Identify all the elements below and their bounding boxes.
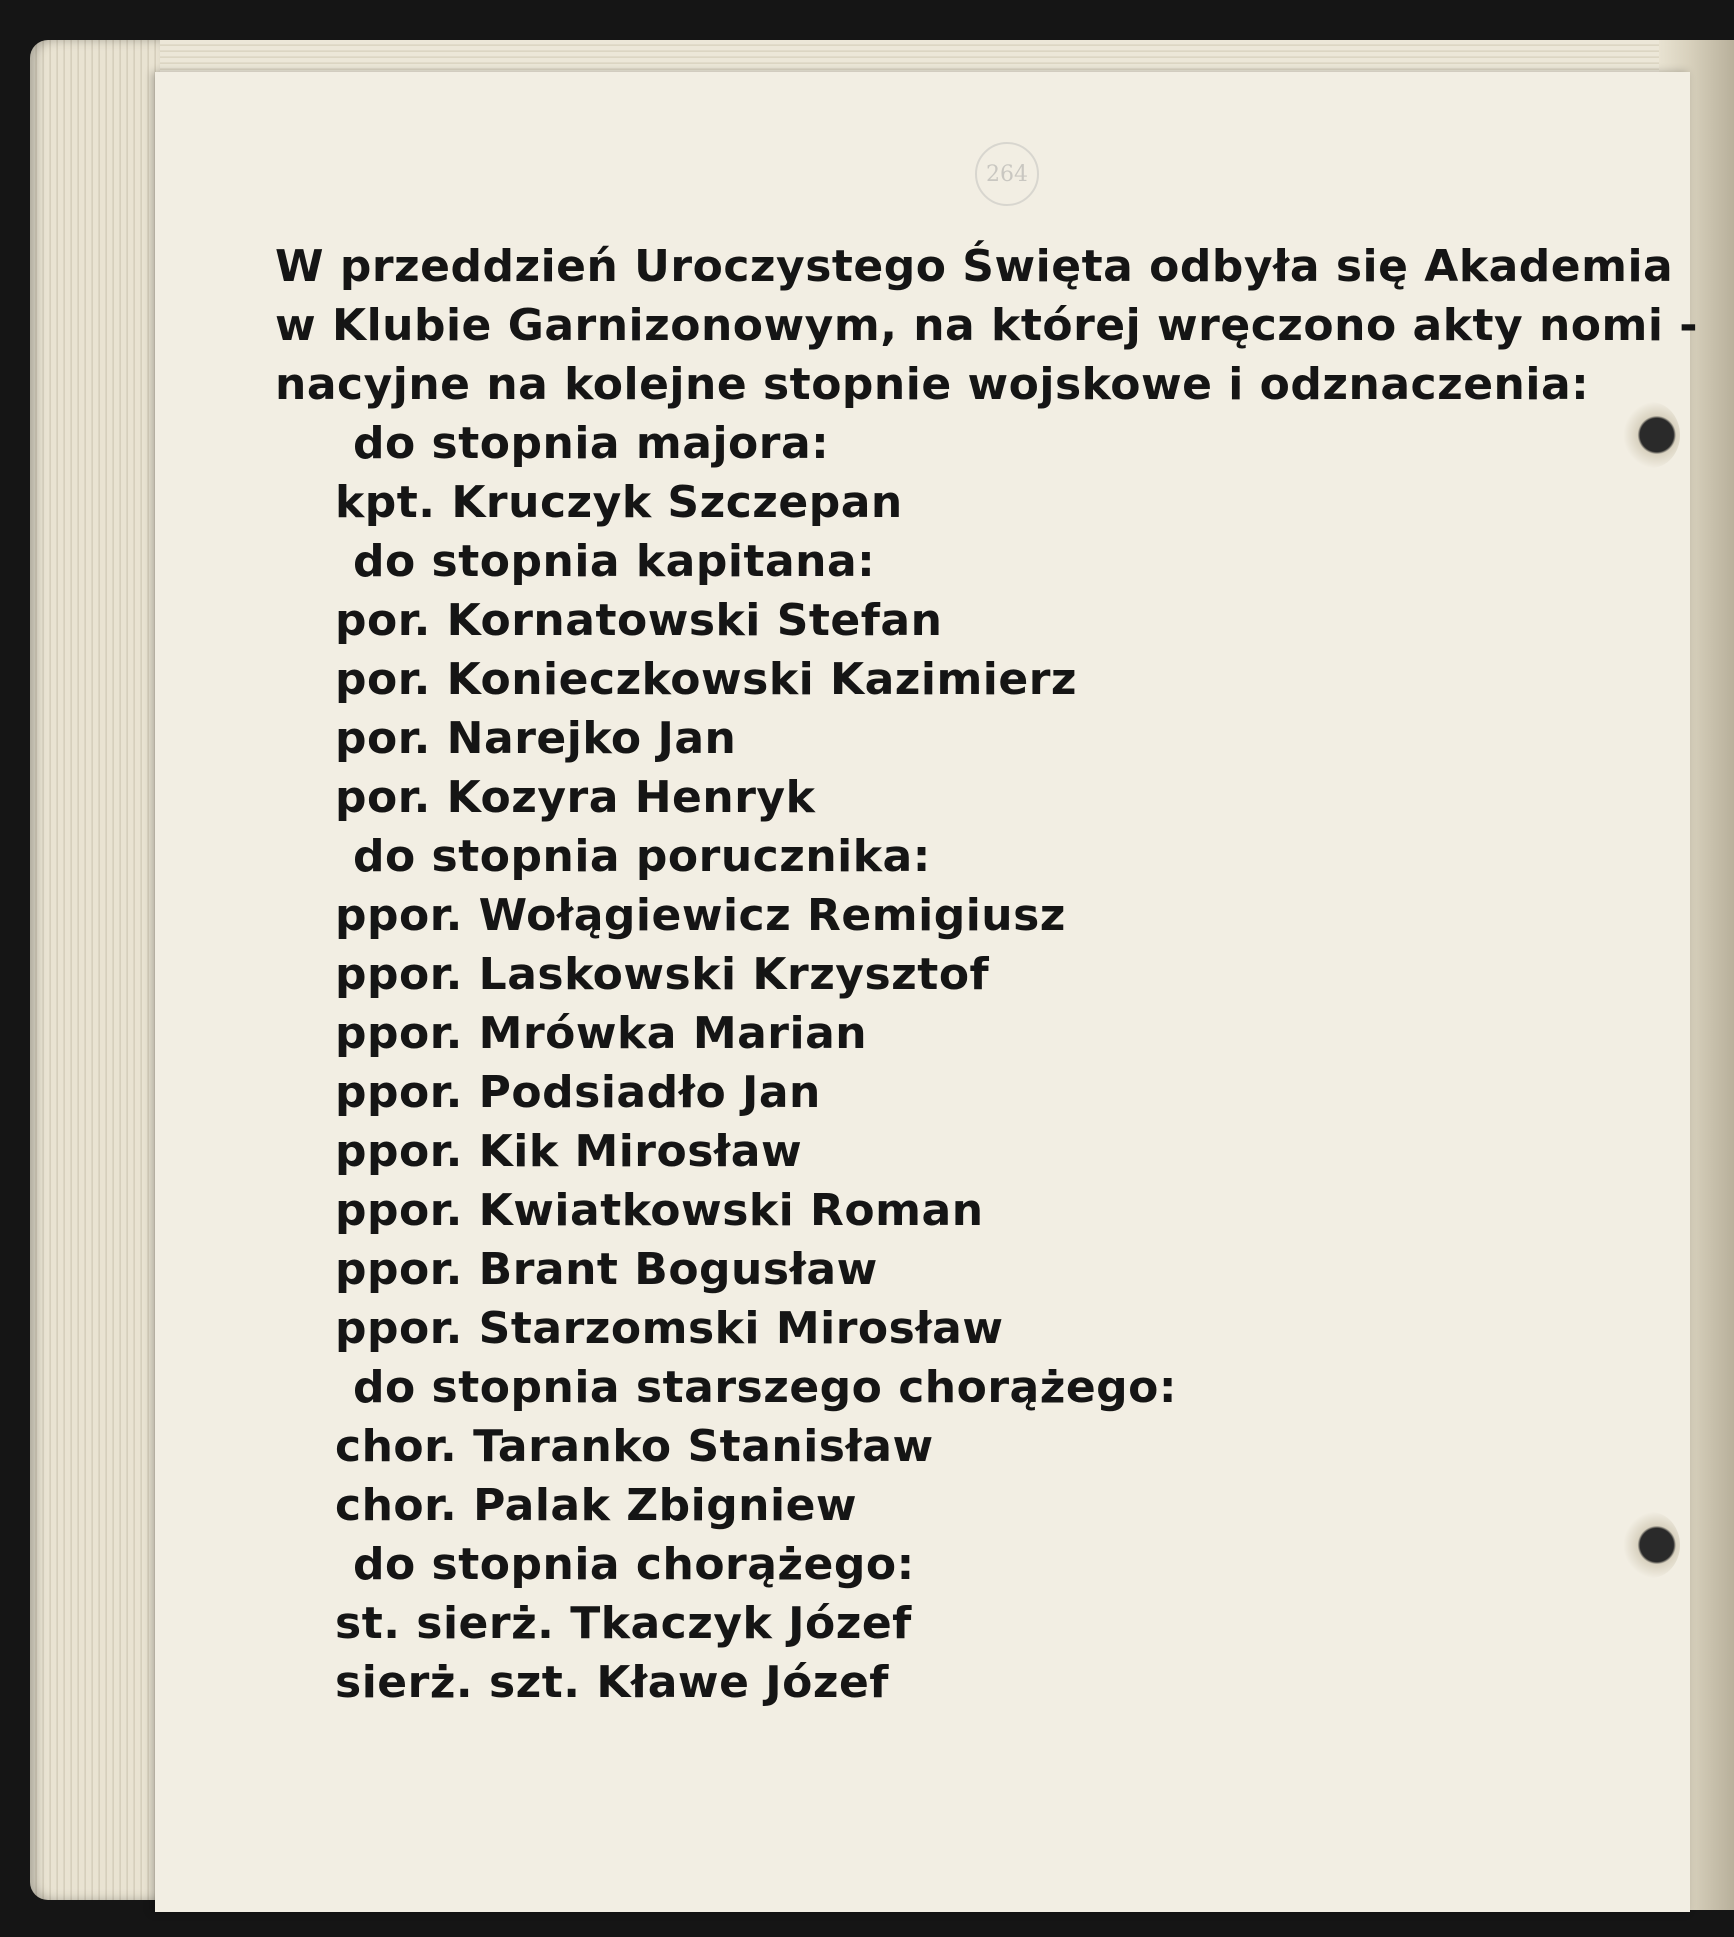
- nominee-name: chor. Taranko Stanisław: [335, 1421, 934, 1472]
- intro-line: W przeddzień Uroczystego Święta odbyła się Akademia: [275, 241, 1674, 292]
- rank-heading-captain: do stopnia kapitana:: [353, 536, 876, 587]
- nominee-name: sierż. szt. Kławe Józef: [335, 1657, 889, 1708]
- nominee-name: ppor. Wołągiewicz Remigiusz: [335, 890, 1066, 941]
- nominee-name: ppor. Kik Mirosław: [335, 1126, 803, 1177]
- nominee-name: ppor. Brant Bogusław: [335, 1244, 878, 1295]
- nominee-name: ppor. Podsiadło Jan: [335, 1067, 821, 1118]
- nominee-name: ppor. Kwiatkowski Roman: [335, 1185, 984, 1236]
- nominee-name: ppor. Starzomski Mirosław: [335, 1303, 1004, 1354]
- page: [155, 72, 1699, 1912]
- page-edges-left: [30, 40, 160, 1900]
- rank-heading-lieutenant: do stopnia porucznika:: [353, 831, 931, 882]
- handwritten-text: [275, 237, 1699, 1712]
- nominee-name: por. Konieczkowski Kazimierz: [335, 654, 1078, 705]
- nominee-name: ppor. Mrówka Marian: [335, 1008, 868, 1059]
- rank-heading-major: do stopnia majora:: [353, 418, 830, 469]
- nominee-name: por. Kornatowski Stefan: [335, 595, 943, 646]
- nominee-name: st. sierż. Tkaczyk Józef: [335, 1598, 912, 1649]
- nominee-name: kpt. Kruczyk Szczepan: [335, 477, 903, 528]
- rank-heading-senior-warrant-officer: do stopnia starszego chorążego:: [353, 1362, 1177, 1413]
- rank-heading-warrant-officer: do stopnia chorążego:: [353, 1539, 915, 1590]
- intro-line: nacyjne na kolejne stopnie wojskowe i odznaczenia:: [275, 359, 1590, 410]
- intro-line: w Klubie Garnizonowym, na której wręczono akty nomi -: [275, 300, 1699, 351]
- nominee-name: ppor. Laskowski Krzysztof: [335, 949, 990, 1000]
- page-number: 264: [975, 142, 1039, 206]
- nominee-name: por. Kozyra Henryk: [335, 772, 816, 823]
- nominee-name: chor. Palak Zbigniew: [335, 1480, 858, 1531]
- nominee-name: por. Narejko Jan: [335, 713, 737, 764]
